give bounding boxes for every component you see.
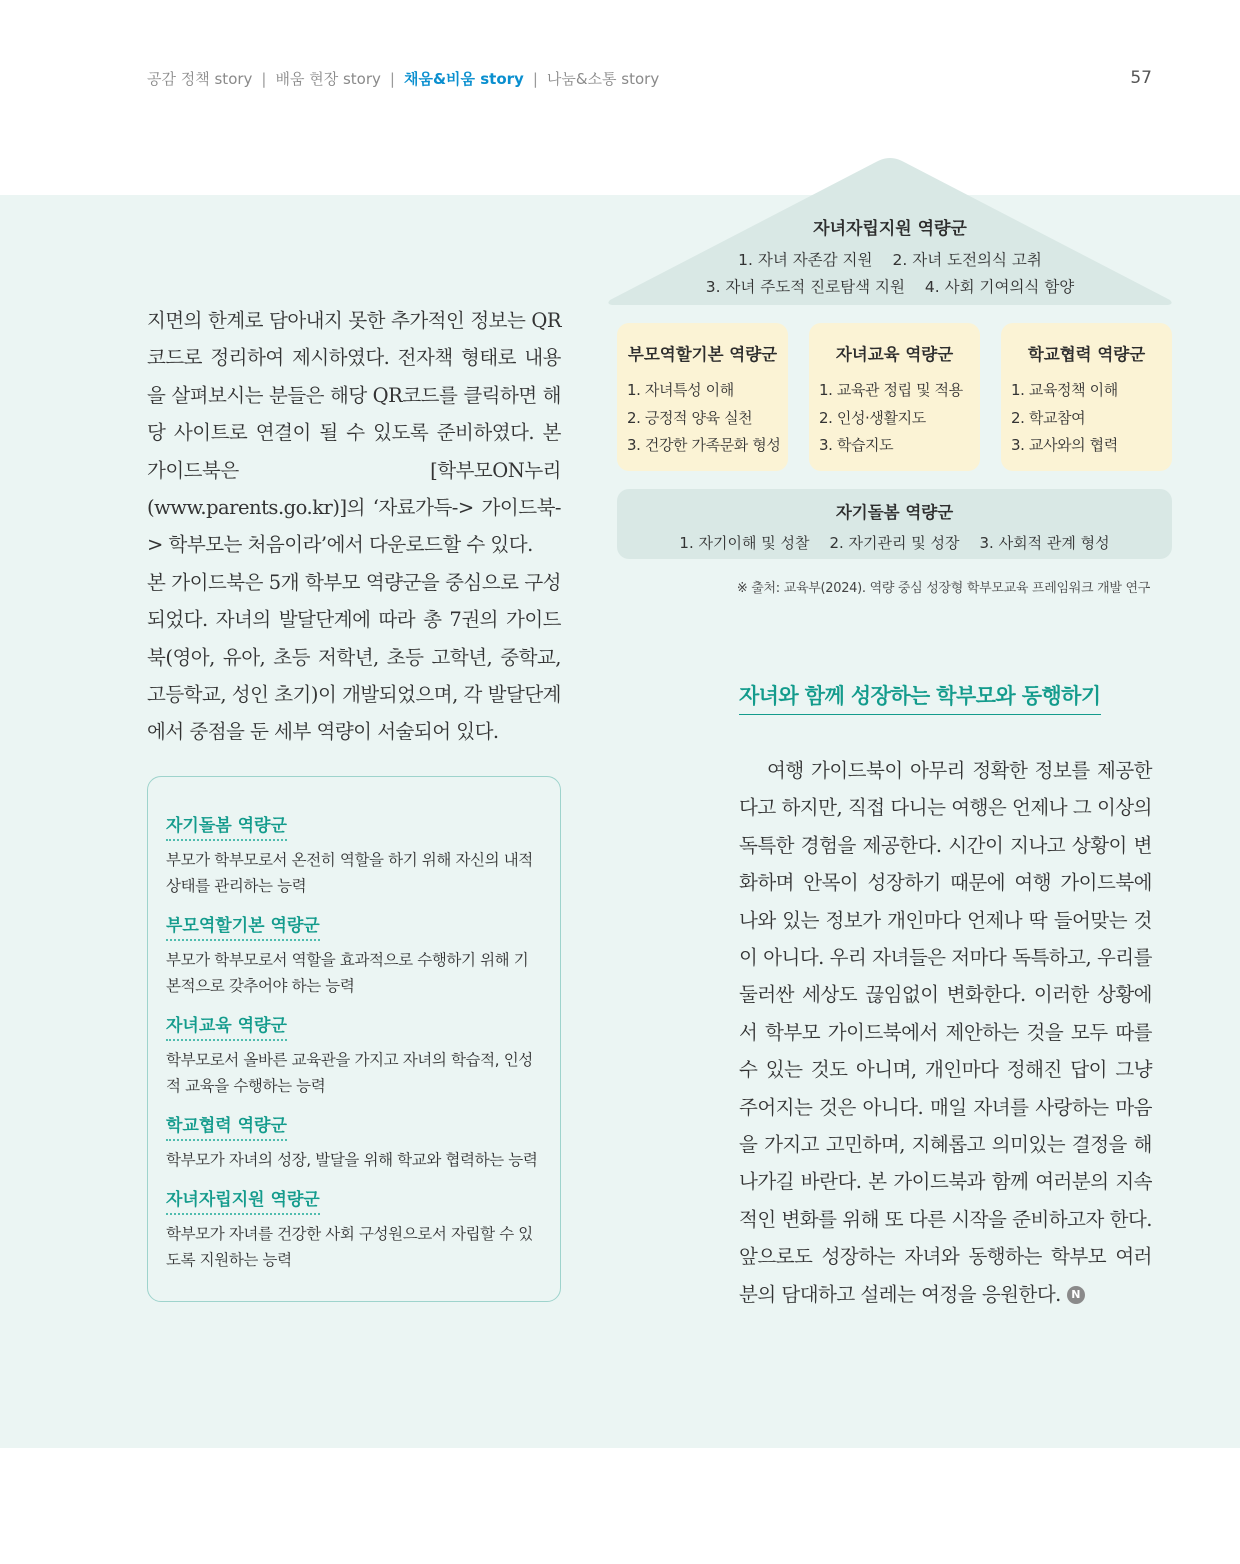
definition-body: 학부모가 자녀를 건강한 사회 구성원으로서 자립할 수 있도록 지원하는 능력 [166,1225,533,1269]
nav-divider: | [261,70,267,88]
roof-items-line1 [606,248,1174,270]
definition-body: 학부모가 자녀의 성장, 발달을 위해 학교와 협력하는 능력 [166,1151,538,1169]
nav-item-share[interactable]: 나눔&소통 story [546,70,660,88]
base-item: 3. 사회적 관계 형성 [979,534,1110,552]
definition-item [166,911,542,999]
pillar-item: 3. 교사와의 협력 [1011,436,1118,454]
nav-divider: | [389,70,395,88]
roof-item: 2. 자녀 도전의식 고취 [892,251,1042,269]
definition-title: 자기돌봄 역량군 [166,811,287,841]
definition-title: 자녀자립지원 역량군 [166,1185,320,1215]
paragraph: 여행 가이드북이 아무리 정확한 정보를 제공한다고 하지만, 직접 다니는 여행은 언제나 그 이상의 독특한 경험을 제공한다. 시간이 지나고 상황이 변화하며 안목이 성장하기 때문에 여행 가이드북에 나와 있는 정보가 개인마다 언제나 딱 들어맞는 것이 아니다. 우리 자녀들은 저마다 독특하고, 우리를 둘러싼 세상도 끊임없이 변화한다. 이러한 상황에서 학부모 가이드북에서 제안하는 것을 모두 따를 수 있는 것도 아니며, 개인마다 정해진 답이 그냥 주어지는 것은 아니다. 매일 자녀를 사랑하는 마음을 가지고 고민하며, 지혜롭고 의미있는 결정을 해나가길 바란다. 본 가이드북과 함께 여러분의 지속적인 변화를 위해 또 다른 시작을 준비하고자 한다. 앞으로도 성장하는 자녀와 동행하는 학부모 여러분의 담대하고 설레는 여정을 응원한다. [739,759,1152,1306]
definition-item [166,1111,542,1173]
definition-title: 학교협력 역량군 [166,1111,287,1141]
roof-item: 1. 자녀 자존감 지원 [738,251,873,269]
pillar-parent-role [617,323,788,471]
pillar-item: 2. 인성·생활지도 [819,408,926,427]
nav-item-fill-empty[interactable]: 채움&비움 story [403,70,524,88]
section-nav [147,68,659,89]
roof-items-line2 [606,275,1174,297]
pillar-title: 부모역할기본 역량군 [627,345,778,364]
base-title: 자기돌봄 역량군 [835,503,954,522]
pillar-item: 1. 자녀특성 이해 [627,381,734,399]
definition-body: 부모가 학부모로서 역할을 효과적으로 수행하기 위해 기본적으로 갖추어야 하는 능력 [166,951,529,995]
roof-item: 3. 자녀 주도적 진로탐색 지원 [705,278,905,296]
pillar-school-cooperation [1001,323,1172,471]
page-number: 57 [1130,68,1152,88]
nav-item-learning[interactable]: 배움 현장 story [275,70,381,88]
pillar-title: 학교협력 역량군 [1027,345,1146,364]
paragraph: 지면의 한계로 담아내지 못한 추가적인 정보는 QR코드로 정리하여 제시하였다. 전자책 형태로 내용을 살펴보시는 분들은 해당 QR코드를 클릭하면 해당 사이트로 연결이 될 수 있도록 준비하였다. 본 가이드북은 [학부모ON누리(www.parents.go.kr)]의 ‘자료가득-> 가이드북-> 학부모는 처음이라’에서 다운로드할 수 있다. [147,309,561,557]
paragraph: 본 가이드북은 5개 학부모 역량군을 중심으로 구성되었다. 자녀의 발달단계에 따라 총 7권의 가이드북(영아, 유아, 초등 저학년, 초등 고학년, 중학교, 고등학교, 성인 초기)이 개발되었으며, 각 발달단계에서 중점을 둔 세부 역량이 서술되어 있다. [147,570,561,744]
definition-item [166,1185,542,1273]
definition-title: 부모역할기본 역량군 [166,911,320,941]
base-item: 1. 자기이해 및 성찰 [679,534,810,552]
nav-divider: | [532,70,538,88]
nav-item-policy[interactable]: 공감 정책 story [147,70,253,88]
pillar-child-education [809,323,980,471]
pillar-item: 3. 건강한 가족문화 형성 [627,436,781,454]
pillar-item: 1. 교육정책 이해 [1011,381,1118,399]
definition-item [166,1011,542,1099]
competency-definitions-box [147,776,561,1302]
source-note: ※ 출처: 교육부(2024). 역량 중심 성장형 학부모교육 프레임워크 개발 연구 [736,581,1150,596]
base-item: 2. 자기관리 및 성장 [829,534,960,552]
definition-title: 자녀교육 역량군 [166,1011,287,1041]
roof-title: 자녀자립지원 역량군 [813,219,967,239]
definition-item [166,811,542,899]
definition-body: 부모가 학부모로서 온전히 역할을 하기 위해 자신의 내적 상태를 관리하는 능력 [166,851,533,895]
base-items [617,532,1172,553]
end-mark-icon: N [1067,1286,1085,1304]
roof-item: 4. 사회 기여의식 함양 [924,278,1075,296]
pillar-title: 자녀교육 역량군 [835,345,954,364]
pillar-item: 3. 학습지도 [819,436,894,454]
right-body-text [739,752,1152,1313]
pillar-item: 2. 긍정적 양육 실천 [627,408,753,427]
definition-body: 학부모로서 올바른 교육관을 가지고 자녀의 학습적, 인성적 교육을 수행하는 능력 [166,1051,533,1095]
left-body-text [147,302,561,751]
pillar-item: 2. 학교참여 [1011,408,1086,427]
pillar-item: 1. 교육관 정립 및 적용 [819,381,963,399]
base-self-care [617,489,1172,559]
section-heading: 자녀와 함께 성장하는 학부모와 동행하기 [739,680,1101,715]
